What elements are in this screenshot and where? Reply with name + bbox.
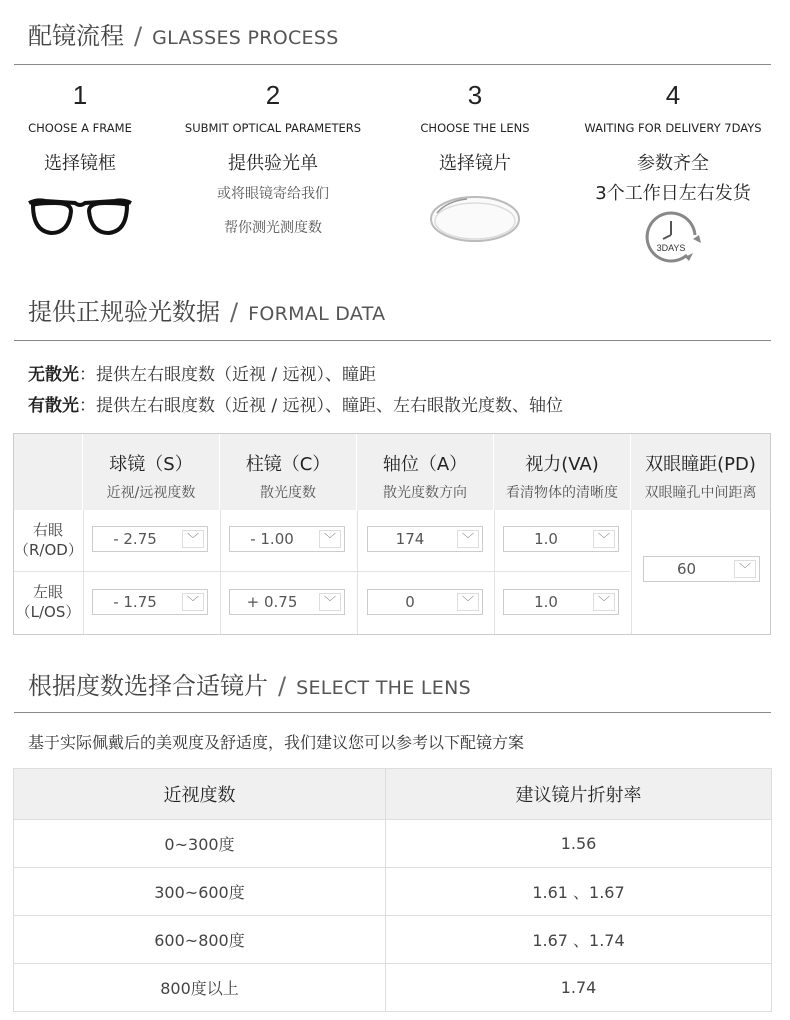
- select-value: - 2.75: [113, 530, 157, 548]
- chevron-down-icon: ﹀: [319, 593, 341, 611]
- select-value: 174: [395, 530, 425, 548]
- select-value: - 1.75: [113, 593, 157, 611]
- header-visual-acuity: [494, 434, 631, 510]
- lens-icon: [427, 193, 523, 245]
- step-label-cn: 选择镜框: [44, 153, 116, 174]
- select-title-cn: 根据度数选择合适镜片: [28, 672, 268, 700]
- table-row: [14, 916, 772, 964]
- table-row: [14, 820, 772, 868]
- chevron-down-icon: ﹀: [593, 593, 615, 611]
- title-separator: /: [134, 22, 143, 50]
- lens-index: 1.67 、1.74: [386, 916, 772, 964]
- select-value: - 1.00: [250, 530, 294, 548]
- table-row: [14, 964, 772, 1012]
- pd-select[interactable]: [643, 556, 760, 582]
- select-section-title: [28, 666, 471, 701]
- myopia-range: 800度以上: [14, 964, 386, 1012]
- section-divider: [14, 64, 771, 65]
- header-title: 轴位（A）: [382, 454, 468, 475]
- header-title: 球镜（S）: [109, 454, 193, 475]
- process-step-3: [375, 80, 575, 245]
- grid-line: [357, 510, 358, 634]
- myopia-range: 0~300度: [14, 820, 386, 868]
- step-label-cn: 选择镜片: [439, 153, 511, 174]
- header-axis: [357, 434, 494, 510]
- chevron-down-icon: ﹀: [457, 593, 479, 611]
- process-title-en: GLASSES PROCESS: [152, 27, 339, 49]
- right-axis-select[interactable]: [367, 526, 483, 552]
- step-label-en: CHOOSE THE LENS: [420, 121, 530, 135]
- glasses-frame-icon: [25, 195, 135, 241]
- header-cylinder: [220, 434, 357, 510]
- step-label-en: WAITING FOR DELIVERY 7DAYS: [584, 121, 762, 135]
- header-index: 建议镜片折射率: [386, 769, 772, 820]
- chevron-down-icon: ﹀: [457, 530, 479, 548]
- header-sub: 散光度数: [260, 485, 316, 501]
- note-label: 有散光: [28, 396, 79, 416]
- clock-label: 3DAYS: [656, 243, 686, 253]
- header-sub: 散光度数方向: [383, 485, 467, 501]
- header-pd: [631, 434, 770, 510]
- grid-line: [83, 510, 84, 634]
- grid-line: [220, 510, 221, 634]
- select-value: + 0.75: [246, 593, 298, 611]
- chevron-down-icon: ﹀: [734, 560, 756, 578]
- step-number: 1: [72, 80, 88, 110]
- header-sub: 看清物体的清晰度: [506, 485, 618, 501]
- step-number: 3: [467, 80, 483, 110]
- myopia-range: 600~800度: [14, 916, 386, 964]
- chevron-down-icon: ﹀: [593, 530, 615, 548]
- process-title-cn: 配镜流程: [28, 22, 124, 50]
- lens-index-table: [13, 768, 772, 1012]
- header-sub: 双眼瞳孔中间距离: [644, 485, 757, 501]
- chevron-down-icon: ﹀: [182, 593, 204, 611]
- formal-section-title: [28, 292, 385, 327]
- formal-title-en: FORMAL DATA: [248, 303, 386, 325]
- header-sub: 近视/远视度数: [106, 485, 196, 501]
- select-title-en: SELECT THE LENS: [296, 677, 471, 699]
- select-value: 1.0: [534, 530, 558, 548]
- lens-index: 1.56: [386, 820, 772, 868]
- header-title: 柱镜（C）: [245, 454, 331, 475]
- table-header-row: [14, 769, 772, 820]
- eye-code: （L/OS）: [15, 603, 81, 621]
- row-label-right-eye: [14, 520, 82, 560]
- process-step-2: [173, 80, 373, 245]
- lens-index: 1.74: [386, 964, 772, 1012]
- grid-line: [14, 571, 630, 572]
- step-label-en: SUBMIT OPTICAL PARAMETERS: [184, 121, 362, 135]
- myopia-range: 300~600度: [14, 868, 386, 916]
- select-intro: 基于实际佩戴后的美观度及舒适度，我们建议您可以参考以下配镜方案: [28, 733, 525, 752]
- select-value: 1.0: [534, 593, 558, 611]
- select-value: 60: [676, 560, 697, 578]
- section-divider: [14, 340, 771, 341]
- step-note-line: 或将眼镜寄给我们: [217, 186, 329, 202]
- right-sphere-select[interactable]: [92, 526, 208, 552]
- select-value: 0: [405, 593, 415, 611]
- step-label-cn-2: 3个工作日左右发货: [595, 183, 751, 204]
- eye-label: 右眼: [32, 521, 63, 539]
- header-title: 视力(VA): [525, 454, 599, 475]
- step-note: [173, 177, 373, 245]
- eye-code: （R/OD）: [14, 541, 83, 559]
- process-step-4: [573, 80, 773, 269]
- prescription-table: [13, 433, 771, 635]
- grid-line: [494, 510, 495, 634]
- lens-index: 1.61 、1.67: [386, 868, 772, 916]
- grid-line: [631, 510, 632, 634]
- clock-icon: [641, 209, 705, 269]
- step-label-cn: 提供验光单: [228, 153, 318, 174]
- right-va-select[interactable]: [503, 526, 619, 552]
- left-axis-select[interactable]: [367, 589, 483, 615]
- chevron-down-icon: ﹀: [319, 530, 341, 548]
- header-sphere: [83, 434, 220, 510]
- header-myopia: 近视度数: [14, 769, 386, 820]
- note-text: ：提供左右眼度数（近视 / 远视）、瞳距: [79, 365, 377, 385]
- title-separator: /: [278, 672, 287, 700]
- header-corner: [14, 434, 83, 510]
- step-label-cn: 参数齐全: [637, 153, 709, 174]
- left-sphere-select[interactable]: [92, 589, 208, 615]
- right-cylinder-select[interactable]: [229, 526, 345, 552]
- section-divider: [14, 712, 771, 713]
- step-number: 4: [665, 80, 681, 110]
- header-title: 双眼瞳距(PD): [645, 454, 756, 475]
- table-row: [14, 868, 772, 916]
- step-number: 2: [265, 80, 281, 110]
- left-cylinder-select[interactable]: [229, 589, 345, 615]
- formal-title-cn: 提供正规验光数据: [28, 298, 220, 326]
- process-step-1: [0, 80, 180, 241]
- step-label-en: CHOOSE A FRAME: [28, 121, 132, 135]
- chevron-down-icon: ﹀: [182, 530, 204, 548]
- title-separator: /: [230, 298, 239, 326]
- note-astigmatism: [28, 391, 563, 416]
- note-no-astigmatism: [28, 360, 376, 385]
- step-note-line: 帮你测光测度数: [224, 220, 322, 236]
- note-label: 无散光: [28, 365, 79, 385]
- process-section-title: [28, 16, 339, 51]
- left-va-select[interactable]: [503, 589, 619, 615]
- eye-label: 左眼: [32, 583, 63, 601]
- row-label-left-eye: [14, 582, 82, 622]
- note-text: ：提供左右眼度数（近视 / 远视）、瞳距、左右眼散光度数、轴位: [79, 396, 564, 416]
